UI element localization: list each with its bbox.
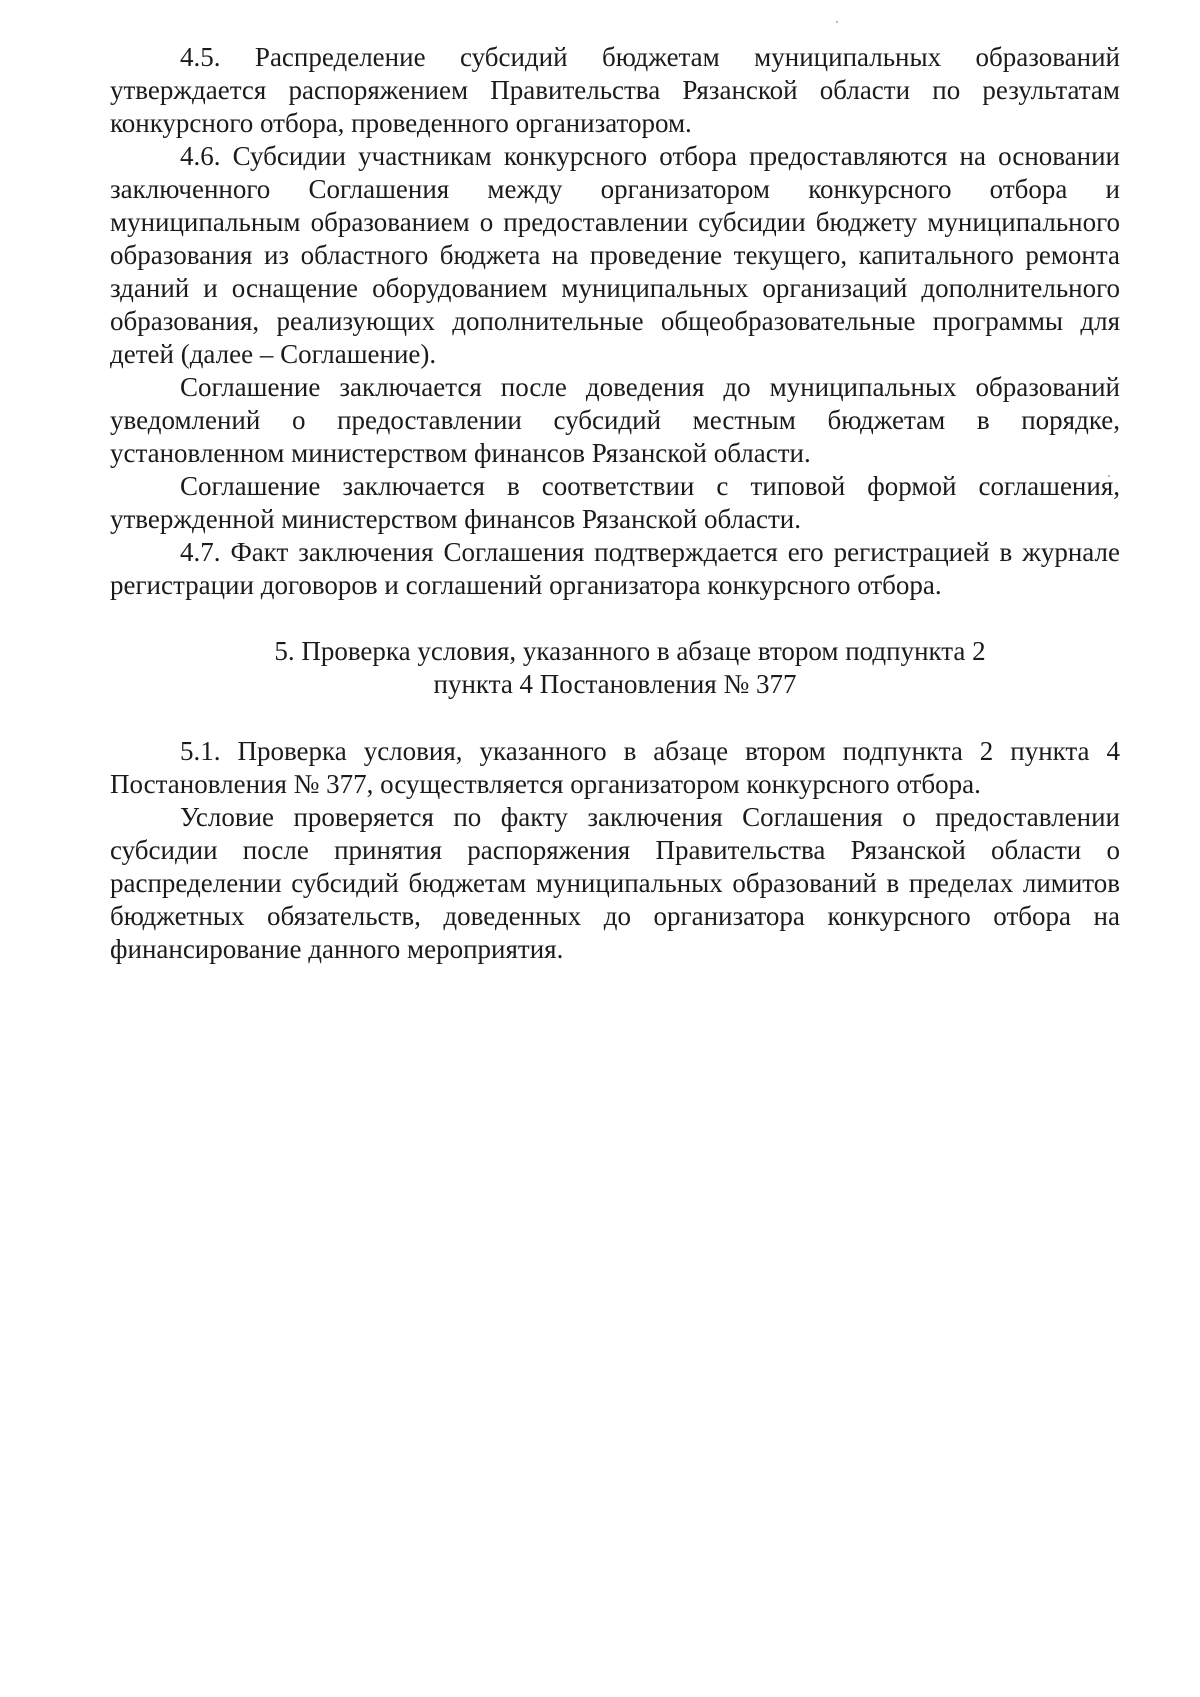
paragraph-4-6: 4.6. Субсидии участникам конкурсного отбора предоставляются на основании заключенного Соглашения между организатором конкурсного отбора и муниципальным образованием о предоставлении субсидии бюджету муниципального образования из областного бюджета на проведение текущего, капитального ремонта зданий и оснащение оборудованием муниципальных организаций дополнительного образования, реализующих дополнительные общеобразовательные программы для детей (далее – Соглашение). bbox=[110, 141, 1120, 369]
paragraph-agreement-conclusion: Соглашение заключается после доведения до муниципальных образований уведомлений о предоставлении субсидий местным бюджетам в порядке, установленном министерством финансов Рязанской области. bbox=[110, 372, 1120, 468]
section-5-heading-line-1: 5. Проверка условия, указанного в абзаце втором подпункта 2 bbox=[274, 636, 986, 666]
paragraph-agreement-form: Соглашение заключается в соответствии с типовой формой соглашения, утвержденной министерством финансов Рязанской области. bbox=[110, 471, 1120, 534]
section-5-heading-line-2: пункта 4 Постановления № 377 bbox=[433, 669, 797, 699]
paragraph-4-7: 4.7. Факт заключения Соглашения подтверждается его регистрацией в журнале регистрации договоров и соглашений организатора конкурсного отбора. bbox=[110, 537, 1120, 600]
scan-speck bbox=[836, 21, 838, 23]
section-5-heading bbox=[110, 635, 1120, 701]
paragraph-condition-check: Условие проверяется по факту заключения Соглашения о предоставлении субсидии после принятия распоряжения Правительства Рязанской области о распределении субсидий бюджетам муниципальных образований в пределах лимитов бюджетных обязательств, доведенных до организатора конкурсного отбора на финансирование данного мероприятия. bbox=[110, 802, 1120, 964]
document-body bbox=[110, 41, 1120, 966]
paragraph-4-5: 4.5. Распределение субсидий бюджетам муниципальных образований утверждается распоряжением Правительства Рязанской области по результатам конкурсного отбора, проведенного организатором. bbox=[110, 42, 1120, 138]
paragraph-5-1: 5.1. Проверка условия, указанного в абзаце втором подпункта 2 пункта 4 Постановления № 377, осуществляется организатором конкурсного отбора. bbox=[110, 736, 1120, 799]
